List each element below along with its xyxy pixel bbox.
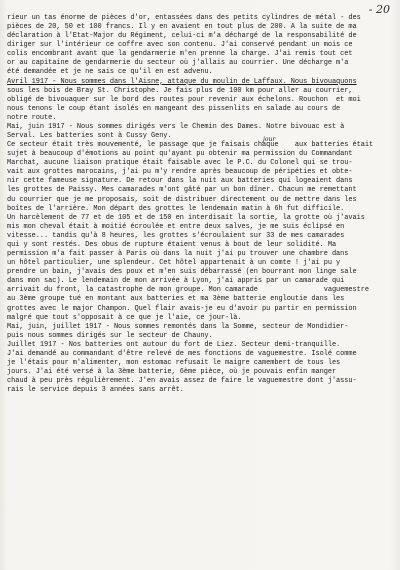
text-line: arrivait du front, la catastrophe de mon groupe. Mon camarade vaguemestre (7, 286, 369, 295)
text-line: au 3ème groupe tué en montant aux batteries et ma 3ème batterie engloutie dans les (7, 295, 345, 304)
text-line: jours. J'ai été versé à la 3ème batterie, 6ème pièce, où je pouvais enfin manger (7, 368, 337, 377)
section-heading-line: Avril 1917 - Nous sommes dans l'Aisne, attaque du moulin de Laffaux. Nous bivouaquons (7, 77, 357, 86)
text-line: Serval. Les batteries sont à Cussy Geny. (7, 132, 172, 141)
text-line: Un harcèlement de 77 et de 105 et de 150 en interdisait la sortie, la grotte où j'avais (7, 213, 365, 222)
text-line: J'ai demandé au commandant d'être relevé de mes fonctions de vaguemestre. Isolé comme (7, 349, 357, 358)
text-line: prendre un bain, j'avais des poux et m'en suis débarrassé (en bourrant mon linge sale (7, 268, 357, 277)
text-line: un hôtel particulier, une splendeur. Cet hôtel appartenait à un comte ! j'ai pu y (7, 259, 341, 268)
text-line: boîtes de l'arrière. Mon départ des grottes le lendemain matin à 6h fut difficile. (7, 204, 345, 213)
text-line: nir cette fameuse signature. De retour dans la nuit aux batteries qui logeaient dans (7, 177, 353, 186)
text-line: vait aux grottes marocains, j'ai pu m'y rendre après beaucoup de péripéties et obte- (7, 168, 353, 177)
handwritten-annotation: jour (263, 136, 276, 143)
section-heading-line: Juillet 1917 - Nos batteries ont autour du fort de Liez. Secteur demi-tranquille. (7, 340, 341, 349)
text-line: or au capitaine de gendarmerie du secteur où j'allais au courrier. Une décharge m'a (7, 59, 349, 68)
text-line: mis mon cheval était à moitié écroulée et entre deux salves, je me suis éclipsé en (7, 222, 345, 231)
text-line: qui y sont restés. Des obus de rupture étaient venus à bout de leur solidité. Ma (7, 240, 337, 249)
text-line: vitesse... tandis qu'à 8 heures, les grottes s'écroulaient sur 33 de mes camarades (7, 231, 345, 240)
document-body (7, 14, 397, 395)
text-line: du courrier que je me proposais, soit de distribuer directement ou de mettre dans les (7, 195, 357, 204)
text-line: obligé de bivouaquer sur le bord des routes pour revenir aux échelons. Rouchon et moi (7, 95, 361, 104)
text-line: sujet à beaucoup d'émotions au point qu'ayant pu obtenir ma permission du Commandant (7, 150, 353, 159)
section-heading-line: Mai, juin, juillet 1917 - Nous sommes remontés dans la Somme, secteur de Mondidier- (7, 322, 349, 331)
text-line: colis encombrant avant que la gendarmerie m'en prenne la charge. J'ai remis tout cet (7, 50, 353, 59)
text-line-with-annotation (7, 141, 397, 150)
text-line: puis nous sommes dirigés sur le secteur de Chauny. (7, 331, 213, 340)
text-line: je l'étais pour m'alimenter, mon estomac refusait le maigre camembert de tous les (7, 358, 341, 367)
text-line: notre route. (7, 113, 57, 122)
text-line: permission m'a fait passer à Paris où dans la nuit j'ai pu trouver une chambre dans (7, 250, 349, 259)
text-line: malgré que tout s'opposait à ce que je l'aie, ce jour-là. (7, 313, 242, 322)
text-line: pièces de 20, 50 et 100 francs. Il y en avaient en tout plus de 200. A la suite de ma (7, 23, 357, 32)
text-line: grottes avec le major Champon. Quel flair avais-je eu d'avoir pu partir en permission (7, 304, 357, 313)
page-number: - 20 (368, 3, 390, 16)
text-line: les grottes de Paissy. Mes camarades m'ont gâté par un bon dîner. Chacun me remettant (7, 186, 357, 195)
text-line-part: Ce secteur était très mouvementé, le passage que je faisais chaque aux batteries était (7, 141, 374, 150)
text-line: rieur un tas énorme de pièces d'or, entassées dans des petits cylindres de métal - des (7, 14, 361, 22)
text-line: déclaration à l'Etat-Major du Régiment, celui-ci m'a déchargé de la responsabilité de (7, 32, 357, 41)
text-line: chaud à peu près régulièrement. J'en avais assez de faire le vaguemestre dont j'assu- (7, 377, 357, 386)
text-line: rais le service depuis 3 années sans arrêt. (7, 386, 184, 395)
text-line: sous les bois de Bray St. Christophe. Je fais plus de 100 km pour aller au courrier, (7, 86, 353, 95)
text-line: été demandée et je ne sais ce qu'il en est advenu. (7, 68, 213, 77)
text-line: diriger sur l'intérieur ce coffre avec son contenu. J'ai conservé pendant un mois ce (7, 41, 353, 50)
text-line: Marchat, aucune liaison pratique était faisable avec le P.C. du Colonel qui se trou- (7, 159, 353, 168)
section-heading-line: Mai, juin 1917 - Nous sommes dirigés vers le Chemin des Dames. Notre bivouac est à (7, 122, 345, 131)
text-line: dans mon sac). Le lendemain de mon arrivée à Lyon, j'ai appris par un camarade qui (7, 277, 345, 286)
text-line: nous tenons le coup étant isolés en mangeant des pissenlits en salade au cours de (7, 104, 341, 113)
